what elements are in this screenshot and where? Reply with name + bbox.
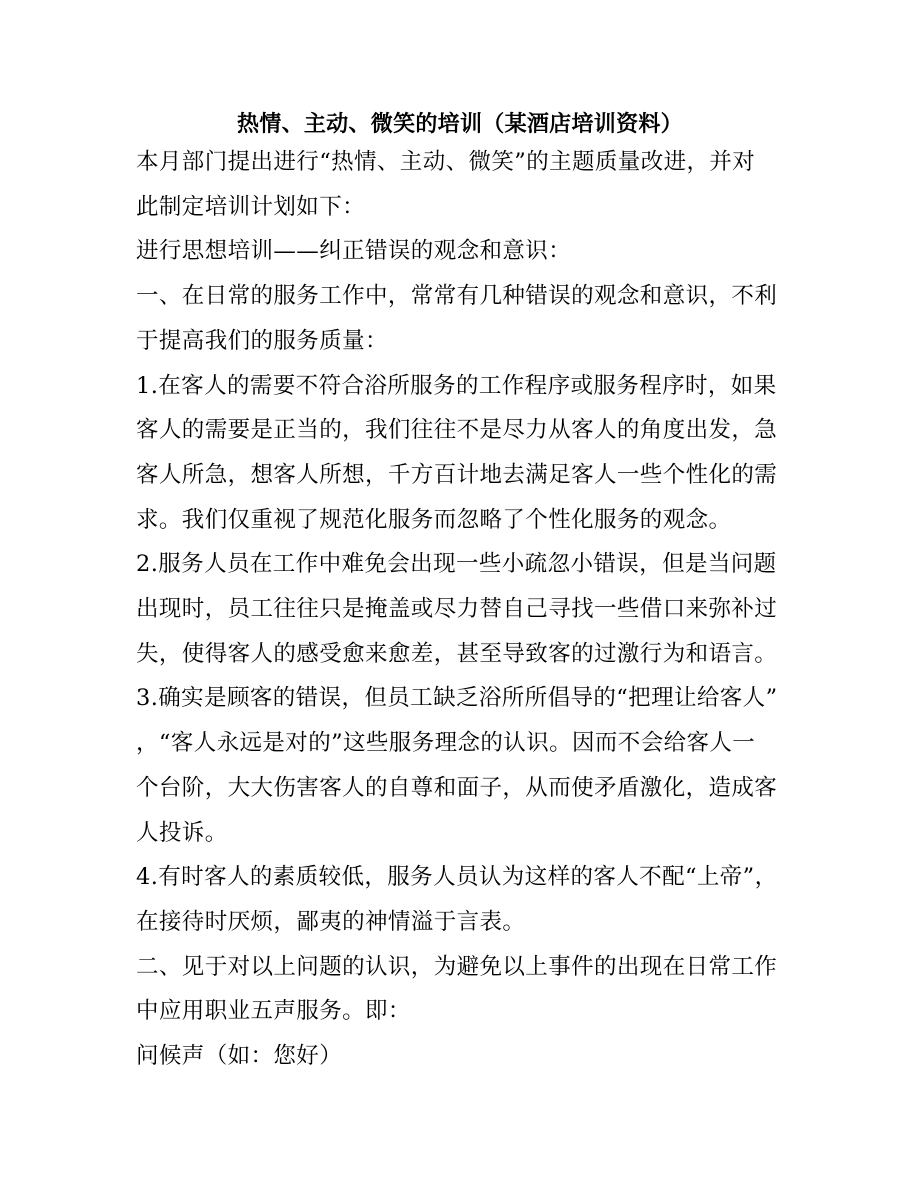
body-line: 失，使得客人的感受愈来愈差，甚至导致客的过激行为和语言。 bbox=[136, 640, 778, 667]
body-line: 二、见于对以上问题的认识，为避免以上事件的出现在日常工作 bbox=[136, 953, 778, 980]
body-line: 客人的需要是正当的，我们往往不是尽力从客人的角度出发，急 bbox=[136, 417, 778, 444]
body-line: 在接待时厌烦，鄙夷的神情溢于言表。 bbox=[136, 908, 526, 935]
body-line: 一、在日常的服务工作中，常常有几种错误的观念和意识，不利 bbox=[136, 283, 778, 310]
body-line: 3.确实是顾客的错误，但员工缺乏浴所所倡导的“把理让给客人” bbox=[136, 685, 778, 712]
body-line: 人投诉。 bbox=[136, 819, 228, 846]
document-title: 热情、主动、微笑的培训（某酒店培训资料） bbox=[236, 111, 683, 137]
document-body bbox=[136, 140, 786, 1079]
body-line: ，“客人永远是对的”这些服务理念的认识。因而不会给客人一 bbox=[136, 730, 756, 757]
body-line: 2.服务人员在工作中难免会出现一些小疏忽小错误，但是当问题 bbox=[136, 551, 777, 578]
body-line: 个台阶，大大伤害客人的自尊和面子，从而使矛盾激化，造成客 bbox=[136, 774, 778, 801]
body-line: 1.在客人的需要不符合浴所服务的工作程序或服务程序时，如果 bbox=[136, 372, 777, 399]
body-line: 本月部门提出进行“热情、主动、微笑”的主题质量改进，并对 bbox=[136, 149, 756, 175]
body-line: 于提高我们的服务质量： bbox=[136, 327, 388, 354]
body-line: 客人所急，想客人所想，千方百计地去满足客人一些个性化的需 bbox=[136, 461, 778, 488]
body-line: 求。我们仅重视了规范化服务而忽略了个性化服务的观念。 bbox=[136, 506, 732, 533]
body-line: 中应用职业五声服务。即： bbox=[136, 998, 411, 1025]
body-line: 进行思想培训——纠正错误的观念和意识： bbox=[136, 238, 572, 265]
body-line: 问候声（如：您好） bbox=[136, 1043, 343, 1070]
body-line: 此制定培训计划如下： bbox=[136, 193, 366, 220]
body-line: 出现时，员工往往只是掩盖或尽力替自己寻找一些借口来弥补过 bbox=[136, 596, 778, 623]
body-line: 4.有时客人的素质较低，服务人员认为这样的客人不配“上帝”， bbox=[136, 864, 778, 891]
